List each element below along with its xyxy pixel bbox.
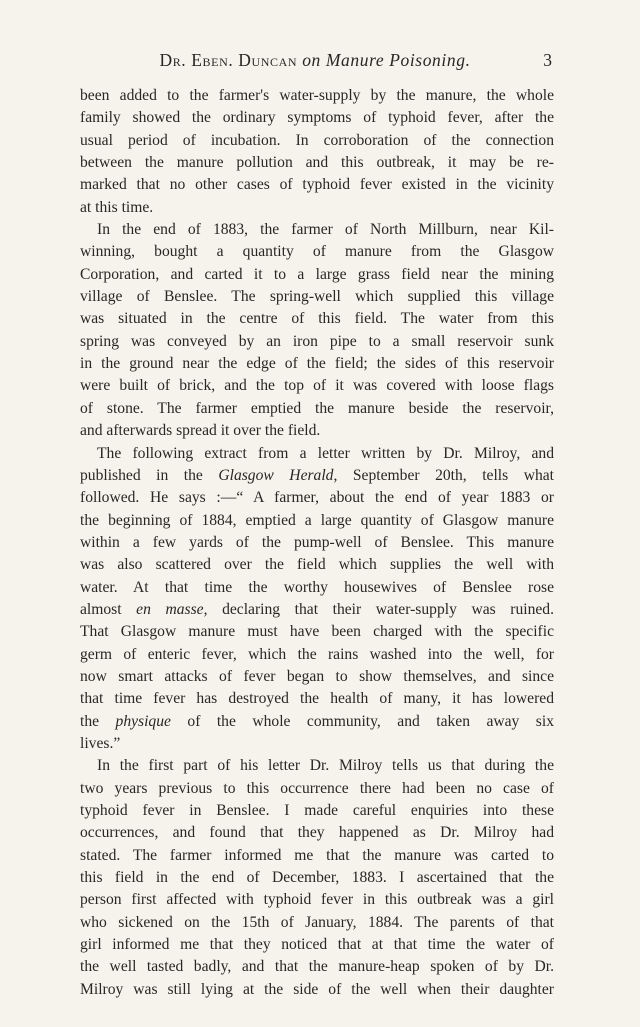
text-line: the beginning of 1884, emptied a large quantity of Glasgow manure — [80, 511, 554, 529]
paragraph — [80, 219, 554, 442]
text-line: in the ground near the edge of the field; the sides of this reservoir — [80, 355, 554, 373]
text-line: marked that no other cases of typhoid fever existed in the vicinity — [80, 176, 554, 194]
text-line: Milroy was still lying at the side of the well when their daughter — [80, 980, 554, 998]
text-line: person first affected with typhoid fever in this outbreak was a girl — [80, 891, 554, 909]
running-head — [80, 50, 550, 76]
text-line: between the manure pollution and this outbreak, it may be re- — [80, 154, 554, 172]
text-line: family showed the ordinary symptoms of typhoid fever, after the — [80, 109, 554, 127]
paragraph — [80, 443, 554, 756]
paragraph — [80, 85, 554, 219]
text-line: of stone. The farmer emptied the manure beside the reservoir, — [80, 399, 554, 417]
text-line: were built of brick, and the top of it was covered with loose flags — [80, 377, 554, 395]
text-line: The following extract from a letter written by Dr. Milroy, and — [97, 444, 554, 462]
text-line: In the first part of his letter Dr. Milroy tells us that during the — [97, 757, 554, 775]
body-text — [80, 85, 554, 1001]
text-line: that time fever has destroyed the health of many, it has lowered — [80, 690, 554, 708]
text-line: followed. He says :—“ A farmer, about the end of year 1883 or — [80, 489, 554, 507]
text-line: within a few yards of the pump-well of Benslee. This manure — [80, 533, 554, 551]
text-line: and afterwards spread it over the field. — [80, 422, 321, 440]
text-line: was also scattered over the field which supplies the well with — [80, 556, 554, 574]
text-line: been added to the farmer's water-supply by the manure, the whole — [80, 87, 554, 104]
running-title — [80, 50, 550, 71]
text-line: usual period of incubation. In corroboration of the connection — [80, 131, 554, 149]
text-line: That Glasgow manure must have been charged with the specific — [80, 623, 554, 641]
text-line: at this time. — [80, 198, 154, 216]
text-line: spring was conveyed by an iron pipe to a small reservoir sunk — [80, 332, 554, 350]
running-title-subject: on Manure Poisoning. — [302, 50, 471, 70]
text-line: water. At that time the worthy housewives of Benslee rose — [80, 578, 554, 596]
running-title-author: Dr. Eben. Duncan — [159, 50, 298, 70]
text-line: lives.” — [80, 734, 121, 752]
text-line: two years previous to this occurrence there had been no case of — [80, 779, 554, 797]
text-line: published in the Glasgow Herald, September 20th, tells what — [80, 466, 555, 484]
paragraph — [80, 755, 554, 1001]
text-line: village of Benslee. The spring-well which supplied this village — [80, 288, 554, 306]
text-line: winning, bought a quantity of manure from the Glasgow — [80, 243, 554, 261]
text-line: germ of enteric fever, which the rains washed into the well, for — [80, 645, 554, 663]
text-line: typhoid fever in Benslee. I made careful enquiries into these — [80, 802, 554, 819]
page-number: 3 — [543, 50, 552, 70]
text-line: In the end of 1883, the farmer of North Millburn, near Kil- — [97, 221, 554, 239]
text-line: Corporation, and carted it to a large grass field near the mining — [80, 265, 554, 283]
text-line: this field in the end of December, 1883. I ascertained that the — [80, 869, 554, 887]
text-line: occurrences, and found that they happened as Dr. Milroy had — [80, 824, 554, 842]
text-line: the physique of the whole community, and taken away six — [80, 712, 555, 730]
text-line: the well tasted badly, and that the manure-heap spoken of by Dr. — [80, 958, 554, 976]
text-line: stated. The farmer informed me that the manure was carted to — [80, 846, 554, 864]
text-line: was situated in the centre of this field. The water from this — [80, 310, 554, 328]
text-line: who sickened on the 15th of January, 1884. The parents of that — [80, 913, 554, 931]
text-line: girl informed me that they noticed that at that time the water of — [80, 936, 554, 954]
text-line: almost en masse, declaring that their water-supply was ruined. — [80, 600, 555, 618]
text-line: now smart attacks of fever began to show themselves, and since — [80, 667, 554, 685]
